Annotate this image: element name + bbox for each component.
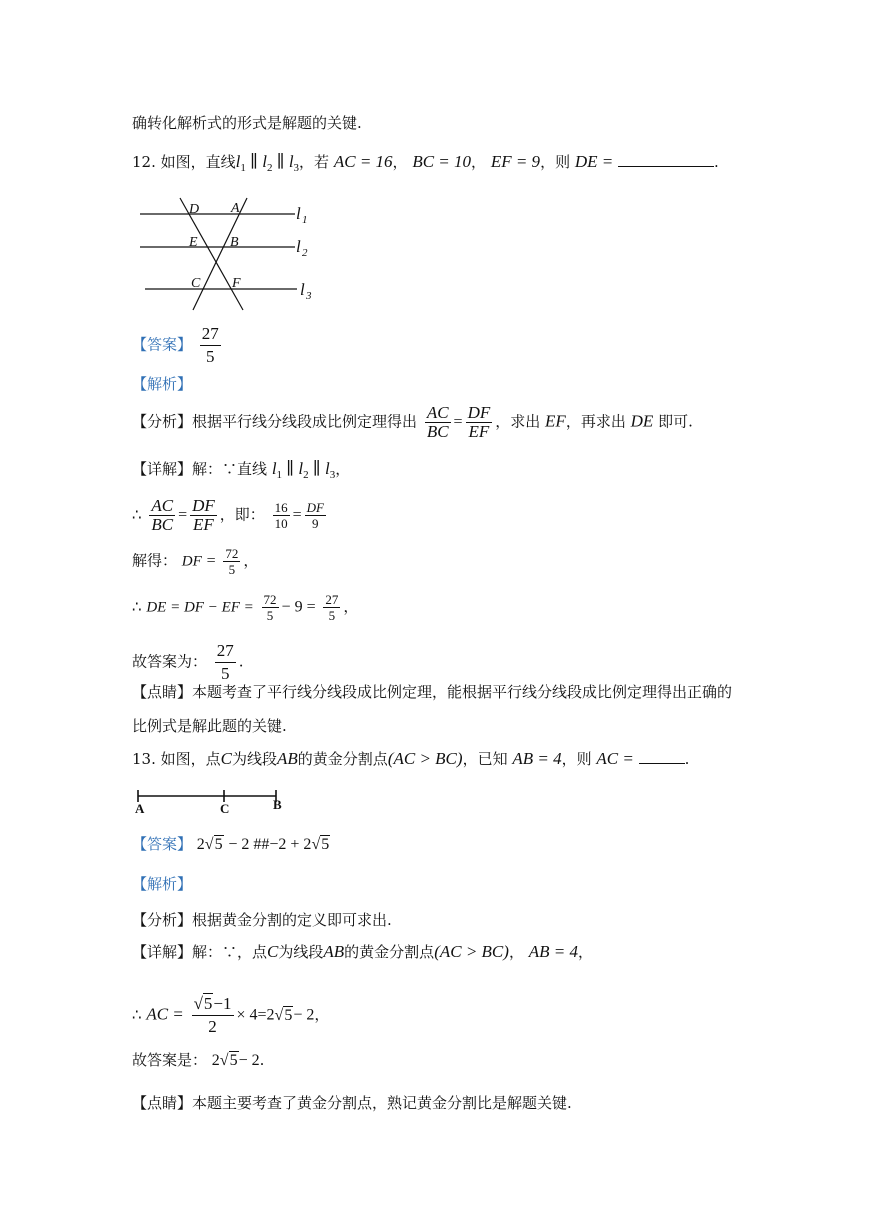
q12-xiangjie-text: 解：∵直线 [192, 460, 268, 478]
q12-xiangjie-tag: 【详解】 [132, 460, 193, 478]
q12-given-ef: EF = 9 [490, 152, 541, 171]
q13-figure [135, 786, 295, 816]
q13-analysis-tag: 【解析】 [132, 875, 193, 893]
q13-fenxi [132, 910, 392, 930]
q12-fenxi-frac-left: $\frac{AC}{BC}$ [426, 403, 449, 441]
q12-fenxi-text-c: ，再求出 [565, 412, 626, 431]
q13-calc-fraction: $\frac{√5-1}{2}$ [193, 994, 232, 1036]
q12-given-ac: AC = 16 [333, 152, 393, 171]
q12-fenxi-text-b: ，求出 [495, 412, 541, 431]
q13-given: AB = 4 [512, 749, 562, 768]
q13-dianjing-text: 本题主要考查了黄金分割点，熟记黄金分割比是解题关键. [192, 1094, 572, 1112]
q13-conclusion-text: 故答案是： [132, 1051, 208, 1069]
q12-target: DE = [574, 152, 614, 171]
q12-therefore-2: ∴ [132, 597, 142, 616]
q12-answer-den: 5 [206, 347, 215, 366]
q13-text-b: 为线段 [232, 750, 278, 768]
q13-xiangjie-given: AB = 4 [528, 942, 578, 961]
q12-answer-blank [618, 152, 714, 167]
q13-therefore: ∴ [132, 1005, 142, 1024]
q12-label-l2-sub: 2 [302, 247, 308, 259]
q12-minus9: − 9 = [281, 598, 316, 616]
q13-text-e: ，则 [561, 750, 592, 768]
q13-fenxi-text: 根据黄金分割的定义即可求出. [192, 911, 392, 929]
q12-number: 12. [132, 153, 156, 171]
q12-jiede: 解得： [132, 551, 178, 570]
q13-xiangjie-cond: (AC > BC) [434, 942, 509, 961]
q12-therefore-1: ∴ [132, 505, 142, 524]
q13-point-a: A [135, 801, 145, 816]
q13-point-c: C [220, 801, 230, 816]
q12-statement: 12. 如图，直线$l_1$ ∥ $l_2$ ∥ $l_3$，若 AC = 16， BC = 10， EF = 9，则 DE = . [132, 152, 719, 174]
q13-calc-lhs: AC = [146, 1004, 184, 1024]
q13-xiangjie-text-b: 为线段 [278, 943, 324, 961]
q13-answer-tag: 【答案】 [132, 835, 193, 853]
q13-answer-part2: − 2 ##−2 + 2 [228, 836, 312, 853]
q12-given-bc: BC = 10 [412, 152, 472, 171]
q13-xiangjie: 【详解】解：∵，点C为线段AB的黄金分割点(AC > BC)， AB = 4， [132, 942, 593, 961]
q13-dianjing [132, 1093, 572, 1113]
q12-parallel-lines: $l_1$ ∥ $l_2$ ∥ $l_3$ [235, 152, 300, 174]
q12-answer-tag: 【答案】 [132, 335, 193, 354]
q12-point-b: B [230, 235, 239, 250]
q12-label-l2-l: l [296, 237, 301, 256]
q12-fenxi: 【分析】根据平行线分线段成比例定理得出 $\frac{AC}{BC}$ = $\frac{DF}{EF}$ ，求出 EF，再求出 DE 即可. [132, 403, 693, 441]
q13-text-d: ，已知 [462, 750, 508, 768]
q13-calc-rhs-a: × 4=2 [236, 1006, 275, 1024]
q12-de-eq: DE = DF − EF = [146, 599, 254, 616]
q12-point-c: C [191, 276, 201, 291]
q13-calc-rhs-b: − 2 [293, 1006, 315, 1024]
q12-fenxi-tag: 【分析】 [132, 412, 193, 431]
q12-conclusion: 故答案为： $\frac{27}{5}$ . [132, 641, 244, 683]
q13-step-calc: ∴ AC = $\frac{√5-1}{2}$ × 4=2√5− 2， [132, 994, 330, 1036]
q12-label-l1-sub: 1 [302, 214, 308, 226]
q12-ji: ，即： [219, 505, 265, 524]
q12-analysis-tag: 【解析】 [132, 375, 193, 393]
q12-conclusion-text: 故答案为： [132, 652, 208, 671]
q13-answer-part1: 2 [196, 836, 205, 853]
q12-point-d: D [189, 202, 200, 217]
q12-figure [135, 193, 335, 313]
q12-dianjing [132, 682, 732, 702]
q12-fenxi-text-d: 即可. [658, 412, 693, 431]
q12-step-de: ∴ DE = DF − EF = $\frac{72}{5}$ − 9 = $\frac{27}{5}$ ， [132, 592, 359, 623]
q12-label-l1-l: l [296, 204, 301, 223]
q13-text-c: 的黄金分割点 [297, 750, 388, 768]
q13-dianjing-tag: 【点睛】 [132, 1094, 193, 1112]
q12-text-a: 如图，直线 [160, 153, 236, 171]
q13-conclusion: 故答案是： 2√5− 2. [132, 1051, 265, 1069]
q13-xiangjie-text-d: ， [508, 943, 524, 961]
q13-target: AC = [596, 749, 634, 768]
q13-statement: 13. 如图，点C为线段AB的黄金分割点(AC > BC)，已知 AB = 4，则 AC = . [132, 749, 690, 768]
q12-answer-num: 27 [200, 323, 221, 346]
q13-xiangjie-tag: 【详解】 [132, 943, 193, 961]
q12-point-a: A [231, 201, 240, 216]
q12-dianjing-line2: 比例式是解此题的关键. [132, 717, 287, 735]
q12-xiangjie: 【详解】解：∵直线 $l_1$ ∥ $l_2$ ∥ $l_3$， [132, 459, 351, 481]
q12-fenxi-text-a: 根据平行线分线段成比例定理得出 [192, 412, 418, 431]
q13-answer: 【答案】 2√5 − 2 ##−2 + 2√5 [132, 835, 330, 853]
q13-point-b: B [273, 797, 282, 812]
q12-cond-sep: ，若 [299, 153, 330, 171]
q13-xiangjie-text-c: 的黄金分割点 [344, 943, 435, 961]
q12-label-l3-sub: 3 [306, 290, 312, 302]
q12-dianjing-line1: 本题考查了平行线分线段成比例定理，能根据平行线分线段成比例定理得出正确的 [192, 683, 733, 701]
q13-answer-blank [639, 749, 685, 764]
q13-text-a: 如图，点 [160, 750, 221, 768]
q13-cond: (AC > BC) [387, 749, 463, 768]
q13-number: 13. [132, 750, 156, 768]
q12-point-f: F [232, 276, 241, 291]
q13-xiangjie-text-a: 解：∵，点 [192, 943, 268, 961]
q12-label-l3-l: l [300, 280, 305, 299]
q13-fenxi-tag: 【分析】 [132, 911, 193, 929]
intro-line: 确转化解析式的形式是解题的关键. [132, 114, 362, 132]
q12-step-ratio: ∴ $\frac{AC}{BC}$ = $\frac{DF}{EF}$ ，即： $\frac{16}{10}$ = $\frac{DF}{9}$ [132, 496, 324, 534]
q12-dianjing-tag: 【点睛】 [132, 683, 193, 701]
q12-answer-fraction [200, 323, 221, 368]
q12-fenxi-frac-right: $\frac{DF}{EF}$ [467, 403, 491, 441]
q12-text-b: ，则 [540, 153, 571, 171]
q12-answer [132, 323, 224, 368]
q12-step-df: 解得： DF = $\frac{72}{5}$ ， [132, 546, 259, 577]
q12-point-e: E [189, 235, 198, 250]
